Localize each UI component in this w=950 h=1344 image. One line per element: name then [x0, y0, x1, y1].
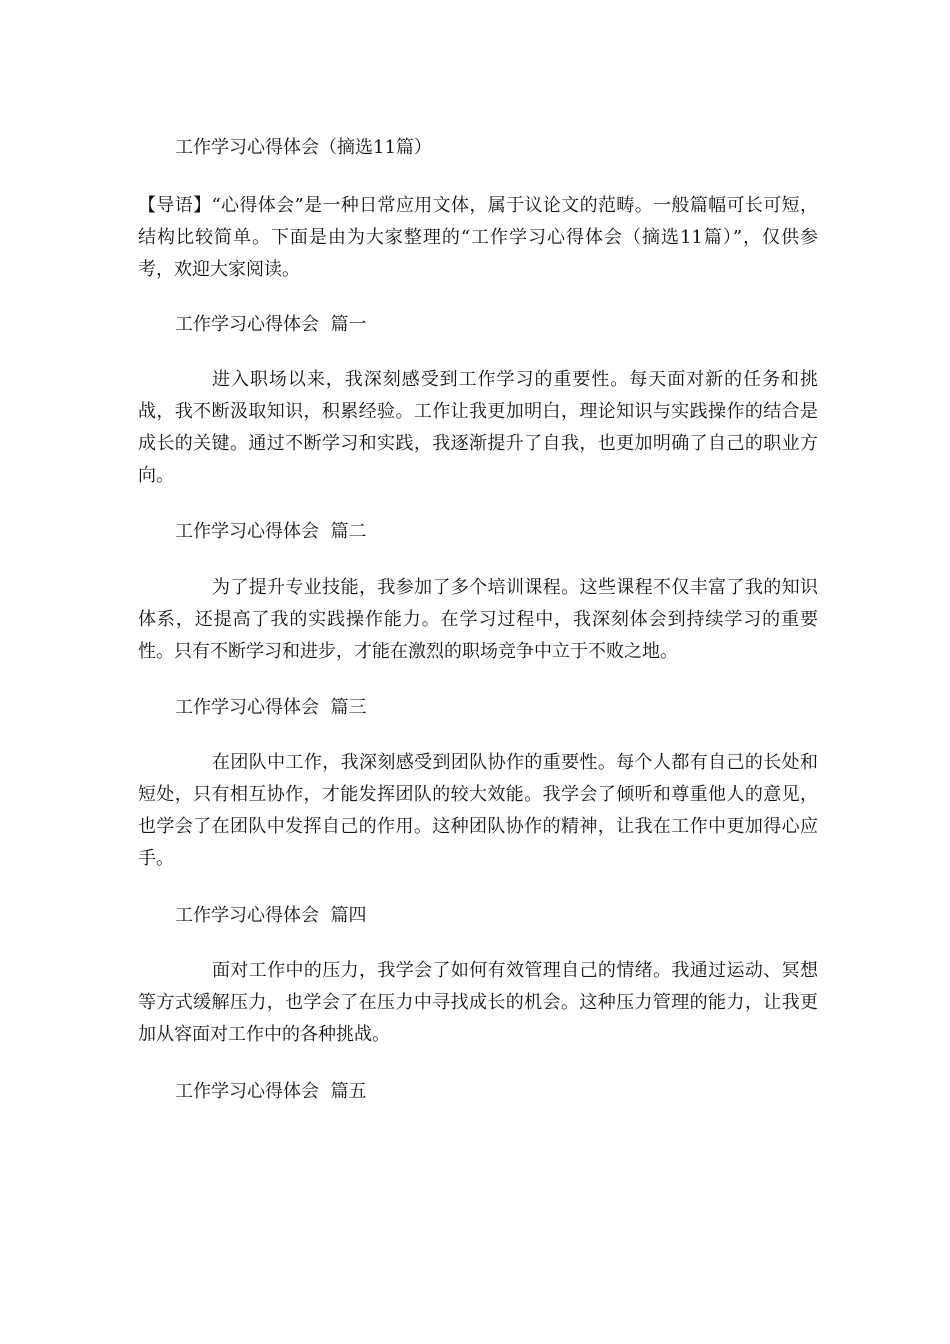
document-title: 工作学习心得体会（摘选11篇） — [175, 137, 432, 158]
intro-paragraph: 【导语】“心得体会”是一种日常应用文体，属于议论文的范畴。一般篇幅可长可短，结构比较简单。下面是由为大家整理的“工作学习心得体会（摘选11篇）”，仅供参考，欢迎大家阅读。 — [138, 195, 818, 280]
section-body-3: 在团队中工作，我深刻感受到团队协作的重要性。每个人都有自己的长处和短处，只有相互协作，才能发挥团队的较大效能。我学会了倾听和尊重他人的意见，也学会了在团队中发挥自己的作用。这种团队协作的精神，让我在工作中更加得心应手。 — [138, 752, 818, 869]
section-heading-1: 工作学习心得体会 篇一 — [175, 314, 367, 335]
section-heading-4: 工作学习心得体会 篇四 — [175, 905, 367, 926]
section-body-4: 面对工作中的压力，我学会了如何有效管理自己的情绪。我通过运动、冥想等方式缓解压力，也学会了在压力中寻找成长的机会。这种压力管理的能力，让我更加从容面对工作中的各种挑战。 — [138, 960, 818, 1045]
section-heading-5: 工作学习心得体会 篇五 — [175, 1081, 367, 1102]
section-body-1: 进入职场以来，我深刻感受到工作学习的重要性。每天面对新的任务和挑战，我不断汲取知识，积累经验。工作让我更加明白，理论知识与实践操作的结合是成长的关键。通过不断学习和实践，我逐渐提升了自我，也更加明确了自己的职业方向。 — [138, 369, 818, 486]
section-heading-2: 工作学习心得体会 篇二 — [175, 521, 367, 542]
section-body-2: 为了提升专业技能，我参加了多个培训课程。这些课程不仅丰富了我的知识体系，还提高了我的实践操作能力。在学习过程中，我深刻体会到持续学习的重要性。只有不断学习和进步，才能在激烈的职场竞争中立于不败之地。 — [138, 577, 818, 662]
section-heading-3: 工作学习心得体会 篇三 — [175, 697, 367, 718]
